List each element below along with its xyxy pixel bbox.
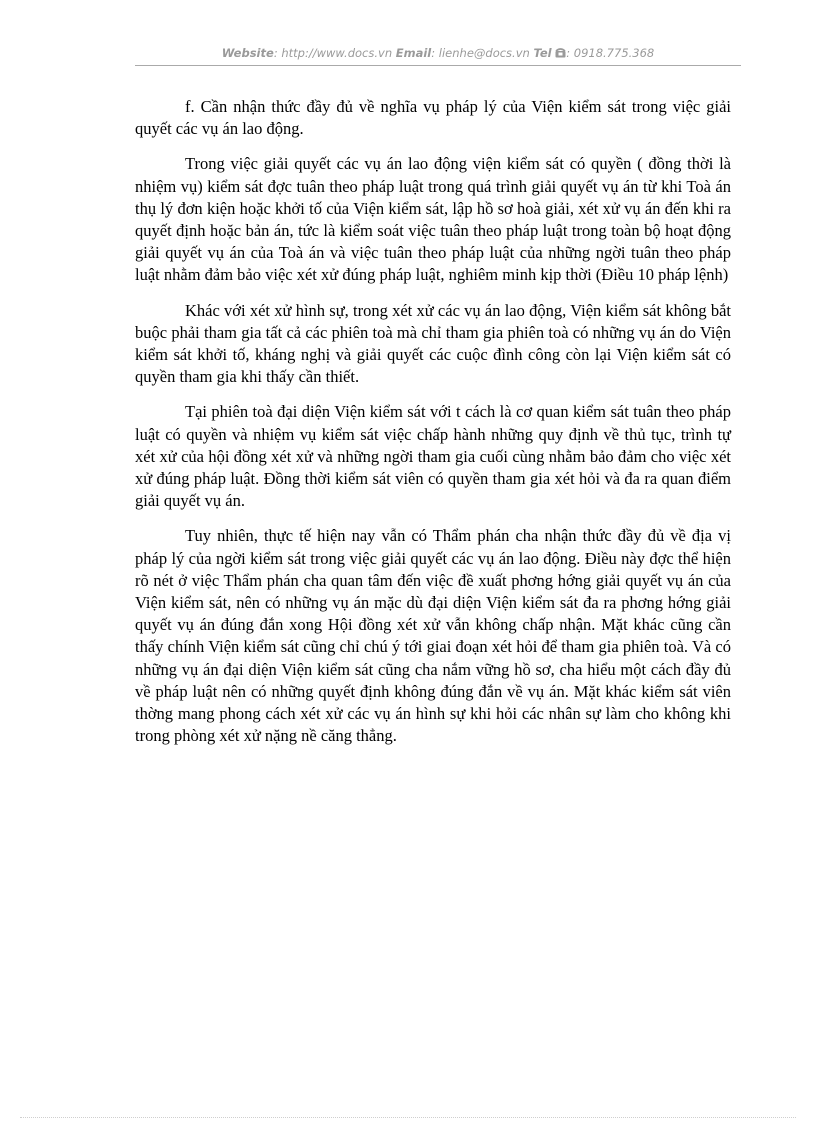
footer-divider	[20, 1117, 796, 1118]
page-header	[135, 46, 741, 60]
paragraph-5: Tuy nhiên, thực tế hiện nay vẫn có Thẩm phán cha nhận thức đầy đủ về địa vị pháp lý của ngời kiểm sát trong việc giải quyết các vụ án lao động. Điều này đợc thể hiện rõ nét ở việc Thẩm phán cha quan tâm đến việc đề xuất phơng hớng giải quyết vụ án của Viện kiểm sát, nên có những vụ án mặc dù đại diện Viện kiểm sát đa ra phơng hớng giải quyết vụ án đúng đắn xong Hội đồng xét xử vẫn không chấp nhận. Mặt khác cũng cần thấy chính Viện kiểm sát cũng chỉ chú ý tới giai đoạn xét hỏi để tham gia phiên toà. Và có những vụ án đại diện Viện kiểm sát cũng cha nắm vững hồ sơ, cha hiểu một cách đầy đủ về pháp luật nên có những quyết định không đúng đắn về vụ án. Mặt khác kiểm sát viên thờng mang phong cách xét xử các vụ án hình sự khi hỏi các nhân sự làm cho không khi trong phòng xét xử nặng nề căng thẳng.	[135, 526, 731, 746]
email-label: Email	[395, 46, 432, 60]
phone-icon	[555, 48, 566, 58]
paragraph-2: Trong việc giải quyết các vụ án lao động viện kiểm sát có quyền ( đồng thời là nhiệm vụ) kiểm sát đợc tuân theo pháp luật trong quá trình giải quyết vụ án từ khi Toà án thụ lý đơn kiện hoặc khởi tố của Viện kiểm sát, lập hồ sơ hoà giải, xét xử vụ án đến khi ra quyết định hoặc bản án, tức là kiểm soát việc tuân theo pháp luật trong toàn bộ hoạt động giải quyết vụ án của Toà án và việc tuân theo pháp luật của những ngời tuân theo pháp luật nhằm đảm bảo việc xét xử đúng pháp luật, nghiêm minh kịp thời (Điều 10 pháp lệnh)	[135, 154, 731, 285]
paragraph-1: f. Cần nhận thức đầy đủ về nghĩa vụ pháp lý của Viện kiểm sát trong việc giải quyết các vụ án lao động.	[135, 97, 731, 139]
header-divider	[135, 65, 741, 66]
website-value: : http://www.docs.vn	[273, 46, 393, 60]
tel-label: Tel	[533, 46, 552, 60]
document-body	[135, 96, 731, 760]
website-label: Website	[221, 46, 274, 60]
paragraph-4: Tại phiên toà đại diện Viện kiểm sát với t cách là cơ quan kiểm sát tuân theo pháp luật có quyền và nhiệm vụ kiểm sát việc chấp hành những quy định về thủ tục, trình tự xét xử của hội đồng xét xử và những ngời tham gia cuối cùng nhằm bảo đảm cho việc xét xử đúng pháp luật. Đồng thời kiểm sát viên có quyền tham gia xét hỏi và đa ra quan điểm giải quyết vụ án.	[135, 402, 731, 511]
tel-value: : 0918.775.368	[566, 46, 655, 60]
email-value: : lienhe@docs.vn	[431, 46, 530, 60]
paragraph-3: Khác với xét xử hình sự, trong xét xử các vụ án lao động, Viện kiểm sát không bắt buộc phải tham gia tất cả các phiên toà mà chỉ tham gia phiên toà có những vụ án do Viện kiểm sát khởi tố, kháng nghị và giải quyết các cuộc đình công còn lại Viện kiểm sát có quyền tham gia khi thấy cần thiết.	[135, 300, 731, 387]
